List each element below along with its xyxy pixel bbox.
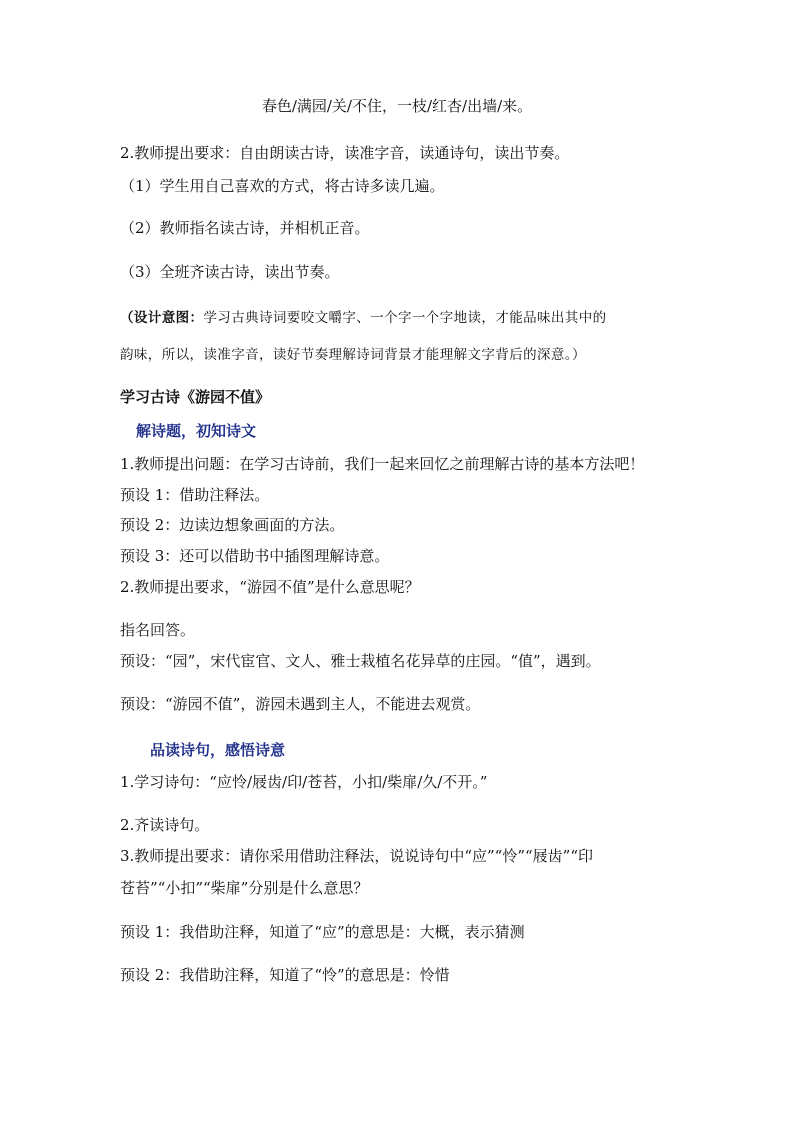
subheading-poem-reading: 品读诗句，感悟诗意	[150, 741, 286, 759]
poem-rhythm-line: 春色/满园/关/不住，一枝/红杏/出墙/来。	[261, 97, 533, 115]
step-1: （1）学生用自己喜欢的方式，将古诗多读几遍。	[120, 177, 445, 195]
question-2: 2.教师提出要求，“游园不值”是什么意思呢？	[120, 578, 420, 596]
step-3: （3）全班齐读古诗，读出节奏。	[120, 263, 340, 281]
preset-1: 预设 1：借助注释法。	[120, 486, 270, 504]
preset-2: 预设 2：边读边想象画面的方法。	[120, 516, 345, 534]
preset-answer-a: 预设：“园”，宋代宦官、文人、雅士栽植名花异草的庄园。“值”，遇到。	[120, 652, 601, 670]
design-intent-line-2: 韵味，所以，读准字音，读好节奏理解诗词背景才能理解文字背后的深意。）	[120, 347, 586, 363]
preset-answer-b: 预设：“游园不值”，游园未遇到主人，不能进去观赏。	[120, 695, 481, 713]
preset-3: 预设 3：还可以借助书中插图理解诗意。	[120, 547, 390, 565]
study-line-3a: 3.教师提出要求：请你采用借助注释法，说说诗句中“应”“怜”“屐齿”“印	[120, 847, 593, 865]
subheading-title-intro: 解诗题，初知诗文	[136, 422, 257, 440]
step-2: （2）教师指名读古诗，并相机正音。	[120, 219, 370, 237]
teacher-requirement-1: 2.教师提出要求：自由朗读古诗，读准字音，读通诗句，读出节奏。	[120, 144, 570, 162]
design-intent-label: （设计意图：	[120, 310, 204, 326]
preset-answer-d: 预设 2：我借助注释，知道了“怜”的意思是：怜惜	[120, 966, 450, 984]
question-1: 1.教师提出问题：在学习古诗前，我们一起来回忆之前理解古诗的基本方法吧！	[120, 455, 645, 473]
section-title: 学习古诗《游园不值》	[120, 388, 271, 406]
study-line-2: 2.齐读诗句。	[120, 816, 210, 834]
study-line-1: 1.学习诗句：“应怜/屐齿/印/苍苔，小扣/柴扉/久/不开。”	[120, 773, 488, 791]
study-line-3b: 苍苔”“小扣”“柴扉”分别是什么意思？	[120, 879, 369, 897]
answer-call: 指名回答。	[120, 621, 196, 639]
preset-answer-c: 预设 1：我借助注释，知道了“应”的意思是：大概，表示猜测	[120, 923, 525, 941]
design-intent-text: 学习古典诗词要咬文嚼字、一个字一个字地读，才能品味出其中的	[203, 310, 607, 326]
design-intent-line-1	[120, 308, 607, 328]
